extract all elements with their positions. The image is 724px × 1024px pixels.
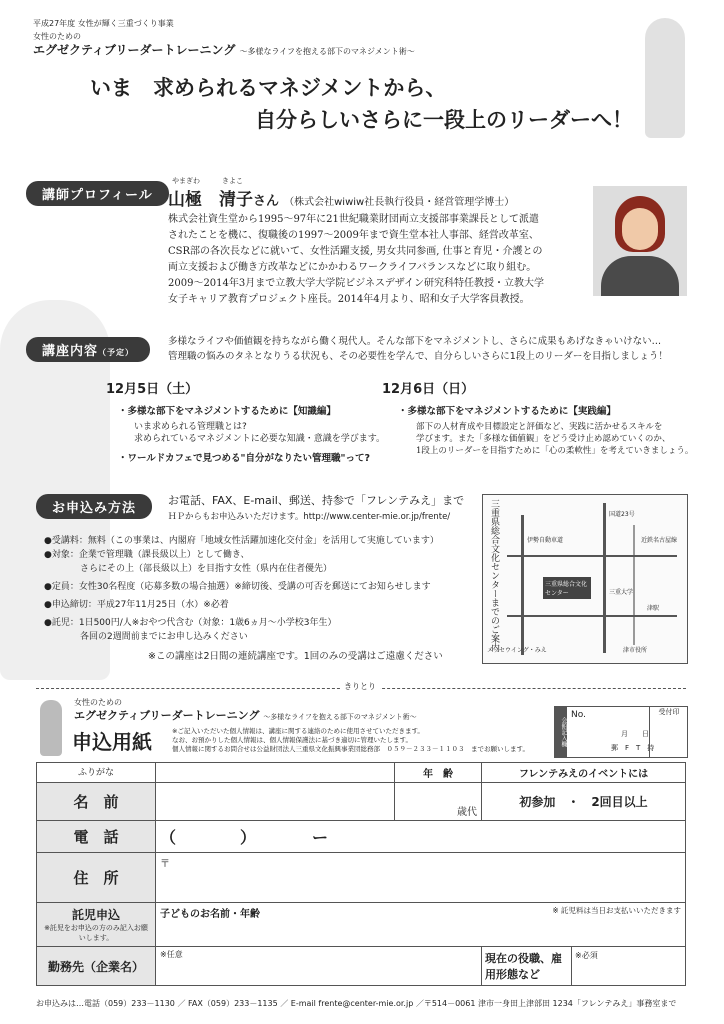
map-label: 近鉄名古屋線 xyxy=(641,537,678,544)
day2-date: 12月6日（日） xyxy=(382,382,475,397)
privacy-notice xyxy=(172,727,529,754)
address-label: 住 所 xyxy=(37,853,156,903)
bio-line: CSR部の各次長などに就いて、女性活躍支援, 男女共同参画, 仕事と育児・介護との xyxy=(168,246,543,257)
course-intro-line: 多様なライフや価値観を持ちながら働く現代人。そんな部下をマネジメントし、さらに成果もあげなきゃいけない… xyxy=(168,336,662,347)
map-road xyxy=(603,503,606,653)
employer-input[interactable]: ※任意 xyxy=(156,947,482,986)
age-label: 年 齢 xyxy=(395,763,482,783)
map-venue: 三重県総合文化センター xyxy=(543,577,591,599)
childcare-input[interactable] xyxy=(156,903,686,947)
furigana-input[interactable] xyxy=(156,763,395,783)
day1-desc-line: いま求められる管理職とは? xyxy=(134,422,247,432)
lecturer-affiliation: （株式会社wiwiw社長執行役員・経営管理学博士） xyxy=(284,197,515,208)
apply-note: ※この講座は2日間の連続講座です。1回のみの受講はご遠慮ください xyxy=(148,651,443,662)
bio-line: 2009～2014年3月まで立教大学大学院ビジネスデザイン研究科特任教授・立教大学 xyxy=(168,278,545,289)
day2-desc xyxy=(416,421,693,457)
apply-bullet: ●定員：女性30名程度（応募多数の場合抽選）※締切後、受講の可否を郵送にてお知らせします xyxy=(44,582,431,592)
footer-contact: お申込みは…電話（059）233－1130 ／ FAX（059）233－1135 ／ E-mail frente@center-mie.or.jp ／〒514－0061 津市一身田上津部田 1234「フレンテみえ」事務室まで xyxy=(36,999,677,1008)
event-question: フレンテみえのイベントには xyxy=(482,763,686,783)
map-label: 津駅 xyxy=(647,605,660,612)
lecturer-honorific: さん xyxy=(253,194,280,209)
furigana-label: ふりがな xyxy=(37,763,156,783)
application-form xyxy=(36,762,686,986)
bio-line: 両立支援および働き方改革などにかかわるワークライフバランスなどに取り組む。 xyxy=(168,262,537,273)
child-name-label: 子どものお名前・年齢 xyxy=(160,909,260,920)
privacy-line: なお、お預かりした個人情報は、個人情報保護法に基づき適切に管理いたします。 xyxy=(172,736,412,744)
lecturer-photo xyxy=(593,186,687,296)
position-input[interactable]: ※必須 xyxy=(575,951,598,960)
map-label: 国道23号 xyxy=(609,511,635,518)
headline-line1: いま 求められるマネジメントから、 xyxy=(90,76,447,100)
map-road xyxy=(507,555,677,557)
employer-label: 勤務先（企業名） xyxy=(37,947,156,986)
event-options[interactable]: 初参加 ・ 2回目以上 xyxy=(482,783,686,821)
phone-label: 電 話 xyxy=(37,821,156,853)
for-women-label: 女性のための xyxy=(33,32,81,41)
position-label: 現在の役職、雇用形態など xyxy=(482,947,572,985)
child-fee-note: ※ 託児料は当日お支払いいただきます xyxy=(552,906,681,915)
form-course-subtitle: ～多様なライフを抱える部下のマネジメント術～ xyxy=(263,713,417,721)
age-unit: 歳代 xyxy=(457,807,477,818)
course-label-note: （予定） xyxy=(98,348,135,357)
day2-item1: ・多様な部下をマネジメントするために【実践編】 xyxy=(398,406,616,417)
venue-map xyxy=(482,494,688,664)
office-received: 受付印 xyxy=(649,707,688,757)
map-road xyxy=(521,515,524,655)
bio-line: 株式会社資生堂から1995～97年に21世紀職業財団両立支援部事業課長として派遣 xyxy=(168,214,539,225)
course-label xyxy=(26,337,150,362)
phone-input[interactable]: （ ） ー xyxy=(156,821,686,853)
apply-line1: お電話、FAX、E-mail、郵送、持参で「フレンテみえ」まで xyxy=(168,494,465,507)
apply-bullet: ●託児：1日500円/人※おやつ代含む（対象：1歳6ヵ月～小学校3年生） xyxy=(44,618,337,628)
apply-bullet: ●申込締切：平成27年11月25日（水）※必着 xyxy=(44,600,229,610)
map-label: 伊勢自動車道 xyxy=(527,537,564,544)
form-for-women: 女性のための xyxy=(74,698,122,707)
apply-bullet: 各回の2週間前までにお申し込みください xyxy=(44,632,248,642)
name-ruby-given: きよこ xyxy=(222,177,243,185)
apply-label: お申込み方法 xyxy=(36,494,152,519)
childcare-label: 託児申込 xyxy=(71,908,120,922)
course-title xyxy=(33,41,415,58)
course-intro xyxy=(168,334,668,364)
office-use-box xyxy=(554,706,688,758)
name-label: 名 前 xyxy=(37,783,156,821)
map-label: 三重大学 xyxy=(609,589,634,596)
course-intro-line: 管理職の悩みのタネとなりうる状況も、その必要性を学んで、自分らしいさらに1段上のリーダーを目指しましょう！ xyxy=(168,351,668,362)
course-title-text: エグゼクティブリーダートレーニング xyxy=(33,43,236,57)
apply-bullet: ●受講料：無料（この事業は、内閣府「地域女性活躍加速化交付金」を活用して実施しています） xyxy=(44,536,439,546)
office-method: 郵 F T 持 xyxy=(611,744,655,752)
office-no: No. xyxy=(571,710,586,720)
course-label-text: 講座内容 xyxy=(42,344,99,359)
day2-desc-line: 部下の人材育成や目標設定と評価など、実践に活かせるスキルを xyxy=(416,422,663,432)
office-use-label: 会館記入欄 xyxy=(555,707,567,757)
privacy-line: 個人情報に関するお問合せは公益財団法人三重県文化振興事業団総務部 ０５９－２３３－１１０３ までお願いします。 xyxy=(172,745,529,753)
cut-label: きりとり xyxy=(340,681,380,692)
childcare-note: ※託児をお申込の方のみ記入お願いします。 xyxy=(44,924,148,942)
privacy-line: ※ご記入いただいた個人情報は、講座に関する連絡のために使用させていただきます。 xyxy=(172,727,424,735)
day1-date: 12月5日（土） xyxy=(106,382,199,397)
lecturer-name-block xyxy=(168,185,514,210)
map-title: 三重県総合文化センターまでのご案内 xyxy=(489,499,499,652)
apply-line2: ＨＰからもお申込みいただけます。http://www.center-mie.or.jp/frente/ xyxy=(168,512,451,522)
lecturer-name: 山極 清子 xyxy=(168,190,253,210)
day1-item2: ・ワールドカフェで見つめる"自分がなりたい管理職"って? xyxy=(118,453,370,464)
woman-silhouette-top-icon xyxy=(645,18,685,138)
apply-bullet: ●対象：企業で管理職（課長級以上）として働き、 xyxy=(44,550,250,560)
map-railway xyxy=(633,525,635,645)
program-name: 平成27年度 女性が輝く三重づくり事業 xyxy=(33,19,174,28)
woman-silhouette-form-icon xyxy=(40,700,62,756)
address-input[interactable]: 〒 xyxy=(156,853,686,903)
apply-bullets xyxy=(44,534,476,644)
course-subtitle: ～多様なライフを抱える部下のマネジメント術～ xyxy=(239,47,415,56)
profile-label: 講師プロフィール xyxy=(26,181,169,206)
name-input[interactable] xyxy=(156,783,395,821)
form-course-title xyxy=(74,707,417,723)
lecturer-bio xyxy=(168,212,588,308)
day1-desc xyxy=(134,421,385,445)
bio-line: 女子キャリア教育プロジェクト座長。2014年4月より、昭和女子大学客員教授。 xyxy=(168,294,530,305)
apply-bullet: さらにその上（部長級以上）を目指す女性（県内在住者優先） xyxy=(44,564,333,574)
bio-line: されたことを機に、復職後の1997～2009年まで資生堂本社人事部、経営改革室、 xyxy=(168,230,539,241)
map-road xyxy=(507,615,677,617)
form-heading: 申込用紙 xyxy=(72,730,152,754)
form-course-title-text: エグゼクティブリーダートレーニング xyxy=(74,709,260,722)
day1-item1: ・多様な部下をマネジメントするために【知識編】 xyxy=(118,406,336,417)
map-label: 津市役所 xyxy=(623,647,648,654)
position-cell xyxy=(482,947,686,986)
day2-desc-line: 学びます。また「多様な価値観」をどう受け止め認めていくのか、 xyxy=(416,434,671,444)
map-label: メッセウイング・みえ xyxy=(487,647,547,654)
age-input[interactable] xyxy=(395,783,482,821)
day1-desc-line: 求められているマネジメントに必要な知識・意識を学びます。 xyxy=(134,434,386,444)
day2-desc-line: 1段上のリーダーを目指すために「心の柔軟性」を考えていきましょう。 xyxy=(416,446,694,456)
headline-line2: 自分らしいさらに一段上のリーダーへ！ xyxy=(255,108,633,132)
name-ruby-family: やまぎわ xyxy=(172,177,200,185)
office-date: 月 日 xyxy=(621,730,649,738)
childcare-label-cell xyxy=(37,903,156,947)
